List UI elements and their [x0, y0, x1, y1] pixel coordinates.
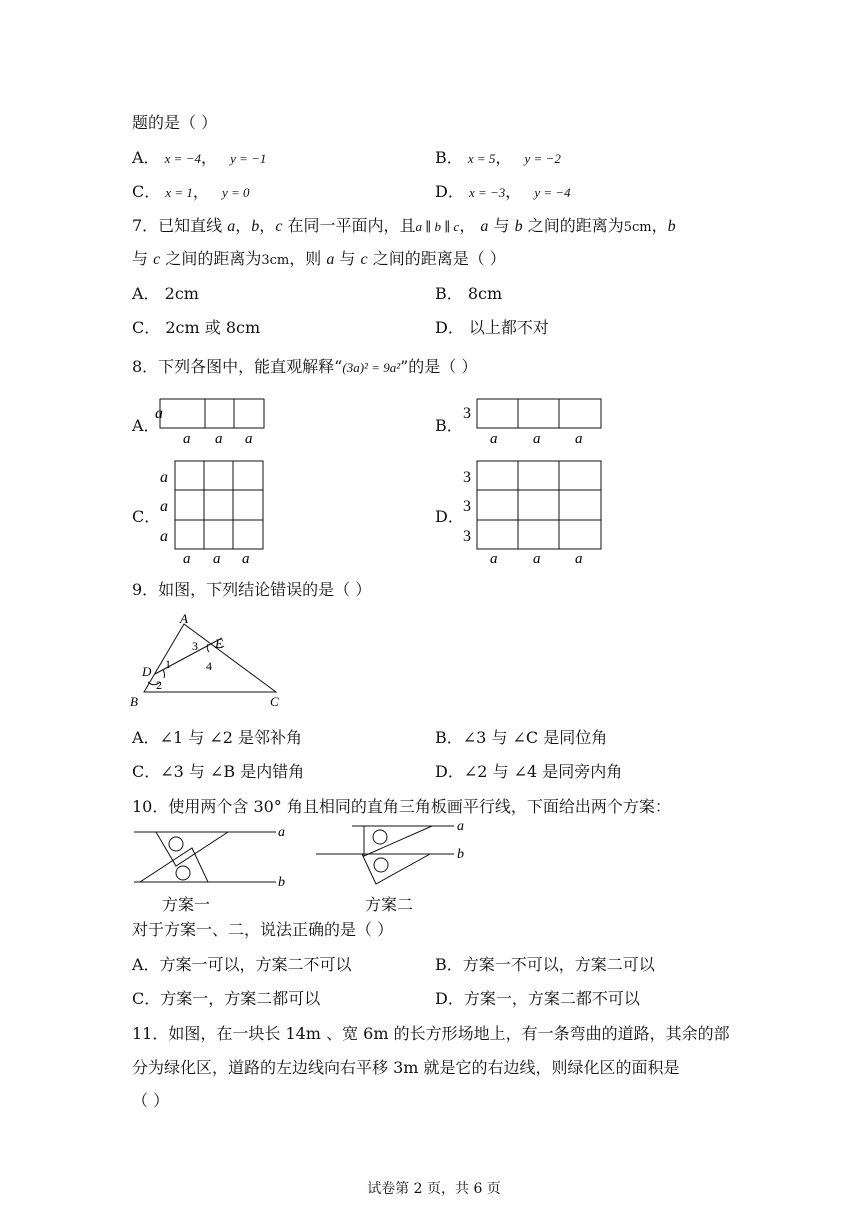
q8-b-bottom-label-3: a [575, 431, 583, 447]
q8-stem: 8．下列各图中，能直观解释“(3a)² = 9a²”的是（ ） [132, 357, 478, 376]
q10-plan2-figure [312, 812, 482, 892]
q11-stem-line3: （ ） [132, 1091, 170, 1110]
q8-a-bottom-label-1: a [183, 431, 191, 447]
q9-vertex-c: C [270, 694, 279, 709]
q8-c-bottom-label-3: a [242, 551, 250, 567]
q7-stem-line1: 7．已知直线 a，b，c 在同一平面内，且a ∥ b ∥ c， a 与 b 之间的距离为5cm，b [132, 216, 676, 235]
q9-stem: 9．如图，下列结论错误的是（ ） [132, 580, 372, 599]
q8-d-bottom-label-3: a [575, 551, 583, 567]
q8-label-b: B． [435, 416, 463, 435]
q10-question: 对于方案一、二，说法正确的是（ ） [132, 920, 394, 939]
q8-d-side-label-2: 3 [463, 498, 471, 515]
q8-d-bottom-label-1: a [490, 551, 498, 567]
q9-option-d: D．∠2 与 ∠4 是同旁内角 [435, 762, 623, 781]
q9-triangle-figure [128, 612, 288, 712]
q7-option-c: C． 2cm 或 8cm [132, 318, 261, 337]
q9-angle-3: 3 [192, 639, 198, 653]
q8-label-d: D． [435, 507, 464, 526]
q10-option-d: D．方案一，方案二都不可以 [435, 989, 640, 1008]
q9-angle-4: 4 [206, 659, 212, 673]
q11-stem-line2: 分为绿化区，道路的左边线向右平移 3m 就是它的右边线，则绿化区的面积是 [132, 1058, 680, 1077]
q9-vertex-a: A [180, 612, 188, 626]
q8-c-bottom-label-2: a [213, 551, 221, 567]
q10-plan1-line-b: b [278, 875, 285, 890]
q10-stem: 10．使用两个含 30° 角且相同的直角三角板画平行线，下面给出两个方案： [132, 797, 671, 816]
q6-option-d: D． x = −3， y = −4 [435, 182, 571, 201]
q11-stem-line1: 11．如图，在一块长 14m 、宽 6m 的长方形场地上，有一条弯曲的道路，其余的部 [132, 1024, 730, 1043]
q7-option-a: A． 2cm [132, 284, 199, 303]
q9-angle-1: 1 [165, 657, 171, 671]
q6-option-c: C． x = 1， y = 0 [132, 182, 250, 201]
q8-figure-c [155, 456, 270, 568]
q9-option-b: B．∠3 与 ∠C 是同位角 [435, 728, 608, 747]
q7-option-d: D． 以上都不对 [435, 318, 549, 337]
q8-figure-d [460, 456, 610, 568]
q9-point-d: D [142, 664, 152, 679]
q8-d-side-label-1: 3 [463, 469, 471, 486]
q8-label-c: C． [132, 507, 161, 526]
q10-plan2-line-a: a [457, 819, 464, 834]
q8-c-side-label-3: a [160, 528, 168, 545]
q10-option-c: C．方案一，方案二都可以 [132, 989, 321, 1008]
q8-a-bottom-label-2: a [215, 431, 223, 447]
q10-plan1-figure [128, 818, 298, 898]
q8-c-side-label-1: a [160, 469, 168, 486]
q6-option-a: A． x = −4， y = −1 [132, 148, 267, 167]
q7-stem-line2: 与 c 之间的距离为3cm，则 a 与 c 之间的距离是（ ） [132, 249, 506, 268]
q8-d-bottom-label-2: a [533, 551, 541, 567]
q8-c-bottom-label-1: a [183, 551, 191, 567]
q8-d-side-label-3: 3 [463, 528, 471, 545]
q8-label-a: A． [132, 416, 160, 435]
q8-c-side-label-2: a [160, 498, 168, 515]
q9-point-e: E [215, 636, 223, 651]
q6-option-b: B． x = 5， y = −2 [435, 148, 561, 167]
q10-option-a: A．方案一可以，方案二不可以 [132, 955, 352, 974]
q8-b-bottom-label-2: a [533, 431, 541, 447]
q9-option-a: A．∠1 与 ∠2 是邻补角 [132, 728, 302, 747]
q10-plan2-line-b: b [457, 847, 464, 862]
q8-a-bottom-label-3: a [245, 431, 253, 447]
page-footer: 试卷第 2 页，共 6 页 [367, 1181, 501, 1197]
q8-b-bottom-label-1: a [490, 431, 498, 447]
q6-stem-tail: 题的是（ ） [132, 113, 218, 132]
q10-plan2-caption: 方案二 [365, 895, 414, 914]
q7-option-b: B． 8cm [435, 284, 503, 303]
q9-vertex-b: B [130, 694, 138, 709]
q8-figure-b [460, 394, 610, 450]
q9-option-c: C．∠3 与 ∠B 是内错角 [132, 762, 305, 781]
q8-figure-a [155, 394, 275, 450]
q10-plan1-line-a: a [278, 825, 285, 840]
q10-plan1-caption: 方案一 [162, 895, 211, 914]
q8-a-side-label: a [155, 405, 163, 422]
q8-b-side-label: 3 [463, 405, 471, 422]
q9-angle-2: 2 [156, 678, 162, 692]
q10-option-b: B．方案一不可以，方案二可以 [435, 955, 655, 974]
